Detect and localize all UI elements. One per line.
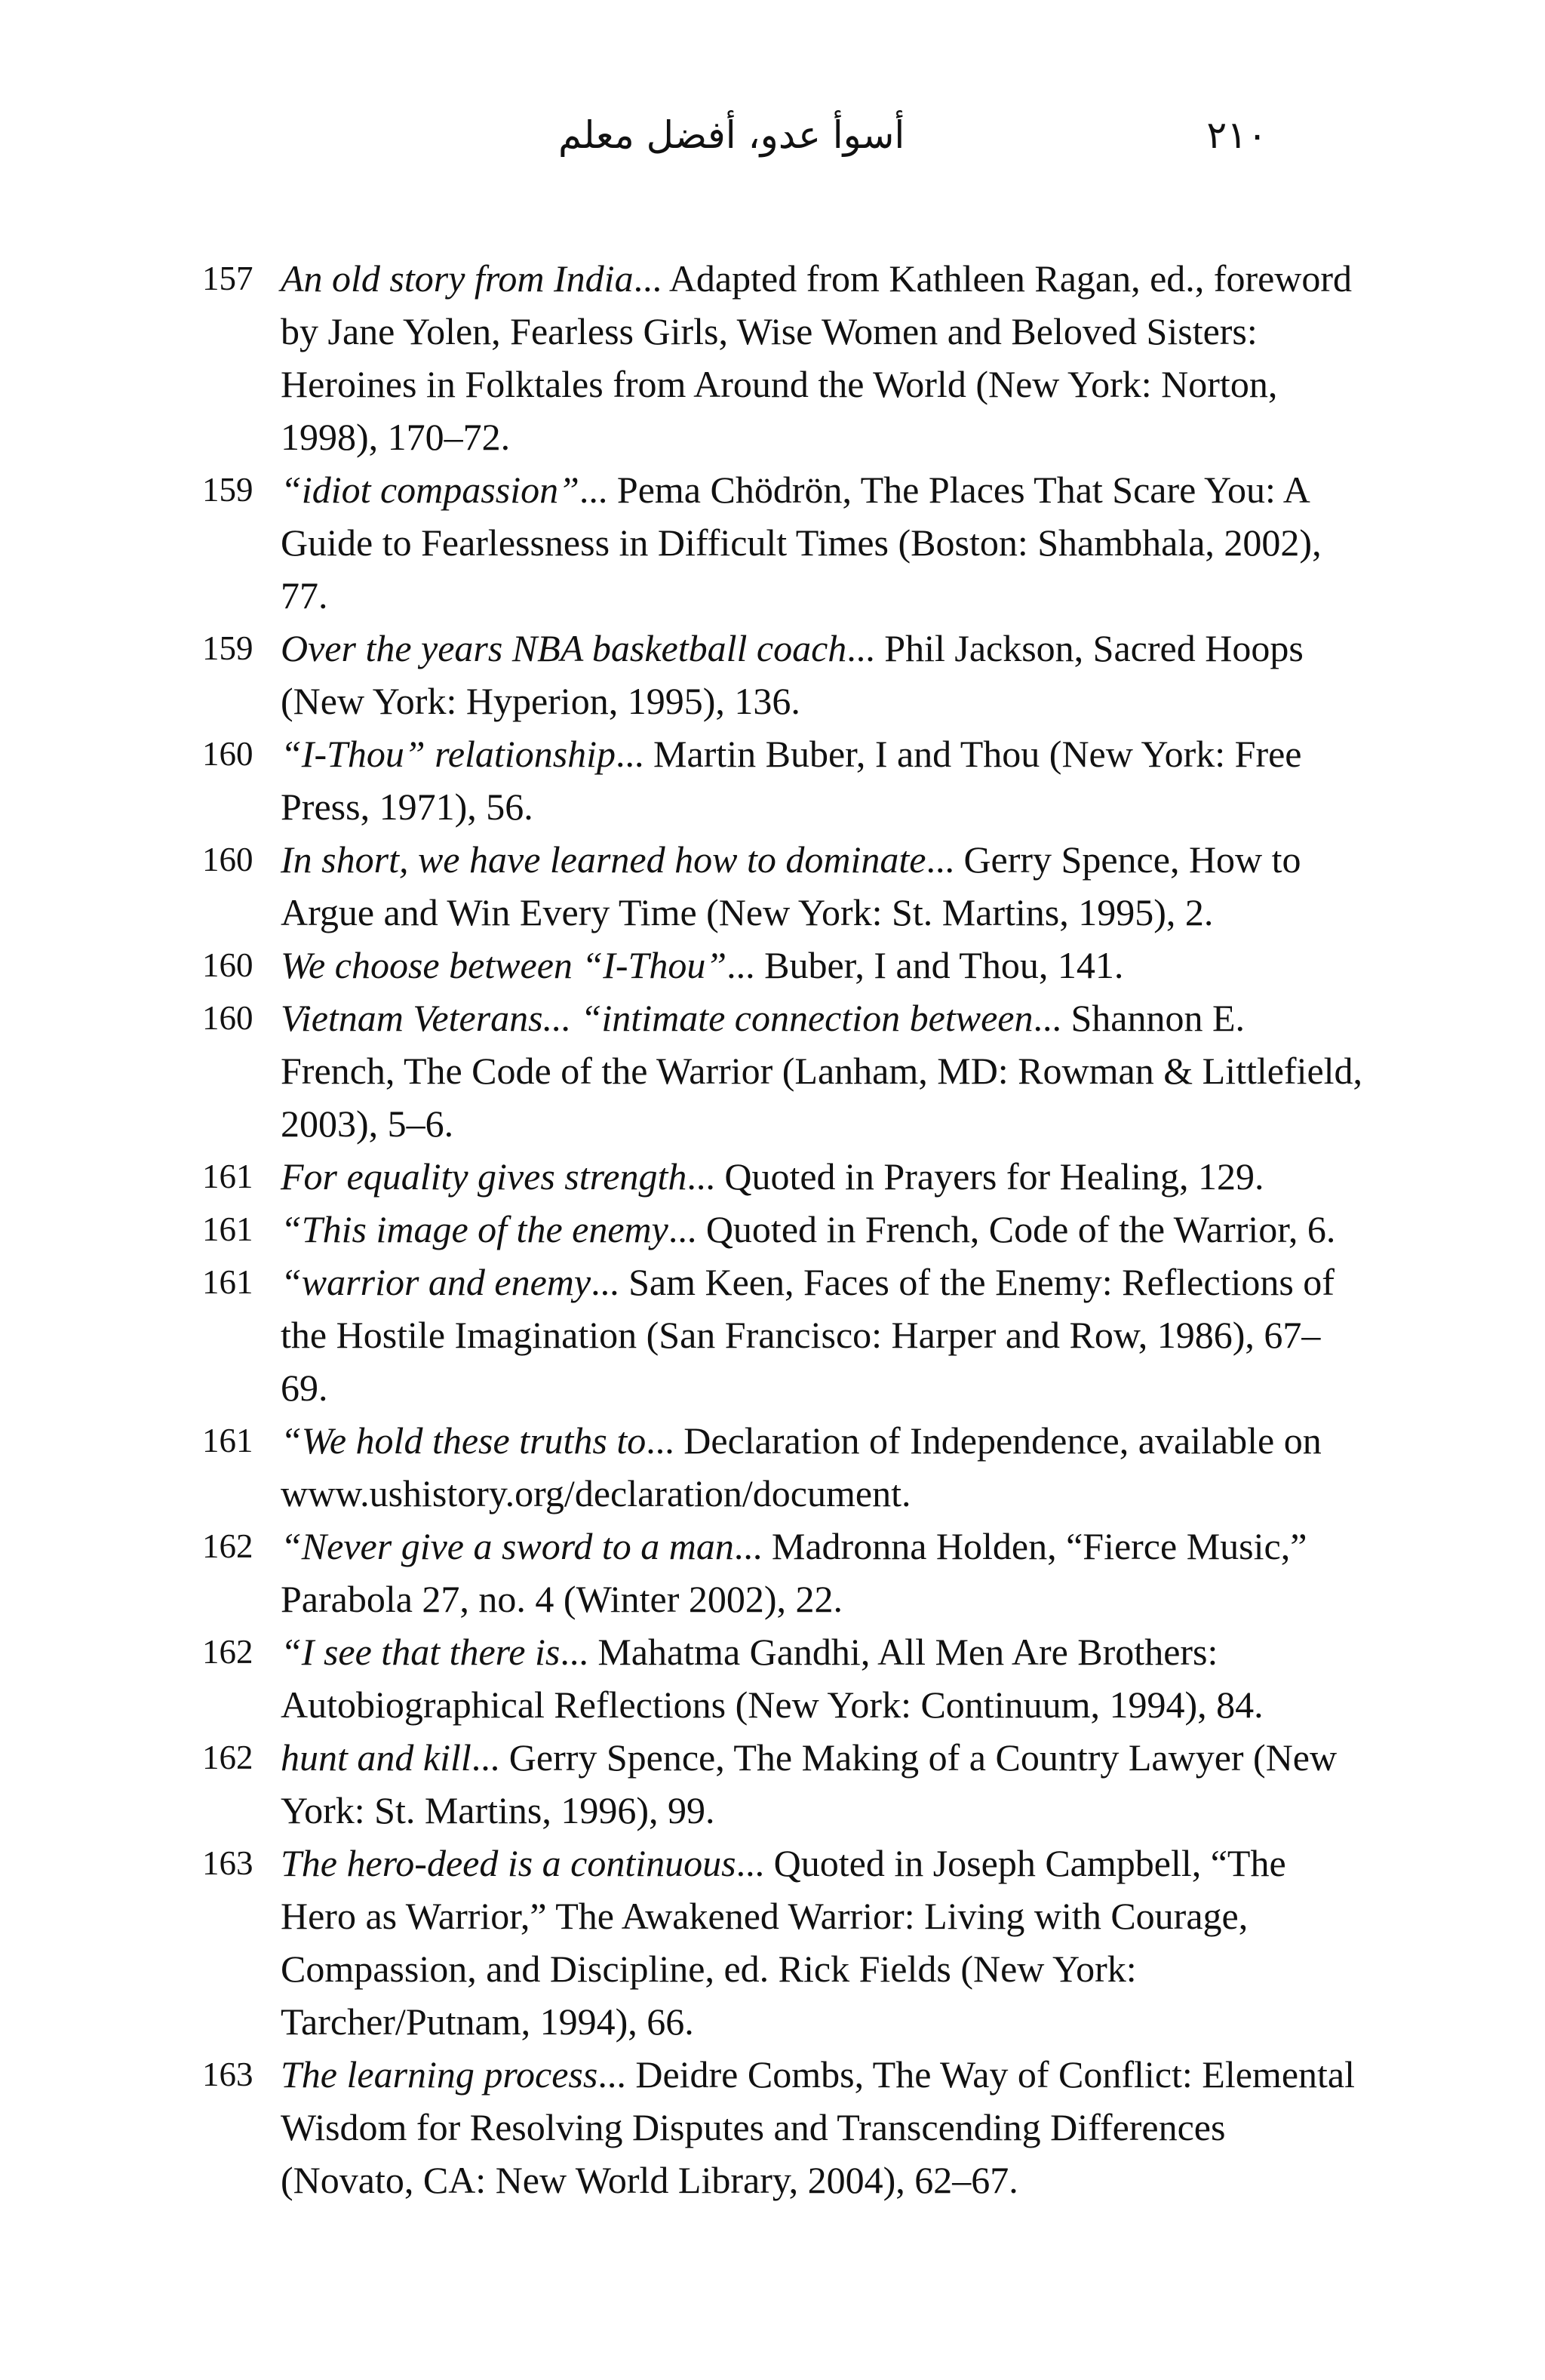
note-page-ref: 160 <box>202 999 253 1037</box>
endnote: 161 “We hold these truths to... Declaration of Independence, available on www.ushistory.org/declaration/document. <box>202 1414 1364 1520</box>
note-lemma: In short, we have learned how to dominate <box>281 838 926 881</box>
note-citation: Gerry Spence, How to Argue and Win Every Time (New York: St. Martins, 1995), 2. <box>281 838 1301 933</box>
note-citation: Quoted in Prayers for Healing, 129. <box>724 1155 1264 1198</box>
note-page-ref: 160 <box>202 735 253 773</box>
note-page-ref: 157 <box>202 260 253 297</box>
note-citation: Quoted in Joseph Campbell, “The Hero as Warrior,” The Awakened Warrior: Living with Courage, Compassion, and Discipline, ed. Rick Fields (New York: Tarcher/Putnam, 1994), 66. <box>281 1842 1286 2043</box>
note-page-ref: 160 <box>202 841 253 878</box>
note-lemma: Over the years NBA basketball coach <box>281 627 847 669</box>
endnote: 159 Over the years NBA basketball coach... Phil Jackson, Sacred Hoops (New York: Hyperion, 1995), 136. <box>202 622 1364 727</box>
note-citation: Adapted from Kathleen Ragan, ed., foreword by Jane Yolen, Fearless Girls, Wise Women and Beloved Sisters: Heroines in Folktales from Around the World (New York: Norton, 1998), 170–72. <box>281 257 1353 458</box>
endnote: 160 “I-Thou” relationship... Martin Buber, I and Thou (New York: Free Press, 1971), 56. <box>202 727 1364 833</box>
note-page-ref: 161 <box>202 1422 253 1459</box>
note-page-ref: 159 <box>202 471 253 509</box>
endnote: 162 “I see that there is... Mahatma Gandhi, All Men Are Brothers: Autobiographical Reflections (New York: Continuum, 1994), 84. <box>202 1625 1364 1731</box>
note-lemma: We choose between “I-Thou” <box>281 944 727 986</box>
endnote: 161 For equality gives strength... Quoted in Prayers for Healing, 129. <box>202 1150 1364 1203</box>
note-page-ref: 161 <box>202 1210 253 1248</box>
endnote: 161 “warrior and enemy... Sam Keen, Faces of the Enemy: Reflections of the Hostile Imagination (San Francisco: Harper and Row, 1986), 67–69. <box>202 1256 1364 1414</box>
note-page-ref: 162 <box>202 1527 253 1565</box>
note-lemma: “idiot compassion” <box>281 469 579 511</box>
note-citation: Declaration of Independence, available on www.ushistory.org/declaration/document. <box>281 1419 1322 1514</box>
note-citation: Shannon E. French, The Code of the Warrior (Lanham, MD: Rowman & Littlefield, 2003), 5–6. <box>281 997 1363 1145</box>
endnote: 160 We choose between “I-Thou”... Buber, I and Thou, 141. <box>202 939 1364 992</box>
note-lemma: “warrior and enemy <box>281 1261 591 1303</box>
note-page-ref: 160 <box>202 946 253 984</box>
note-page-ref: 163 <box>202 1844 253 1882</box>
note-page-ref: 161 <box>202 1158 253 1195</box>
note-lemma: “We hold these truths to <box>281 1419 647 1462</box>
page-header <box>272 113 1267 174</box>
endnote: 162 “Never give a sword to a man... Madronna Holden, “Fierce Music,” Parabola 27, no. 4 (Winter 2002), 22. <box>202 1520 1364 1625</box>
note-page-ref: 159 <box>202 629 253 667</box>
endnote: 163 The learning process... Deidre Combs, The Way of Conflict: Elemental Wisdom for Resolving Disputes and Transcending Differences (Novato, CA: New World Library, 2004), 62–67. <box>202 2048 1364 2206</box>
endnotes-list <box>202 252 1364 2206</box>
note-citation: Madronna Holden, “Fierce Music,” Parabola 27, no. 4 (Winter 2002), 22. <box>281 1525 1307 1620</box>
note-page-ref: 161 <box>202 1263 253 1301</box>
note-lemma: An old story from India <box>281 257 634 300</box>
note-citation: Phil Jackson, Sacred Hoops (New York: Hyperion, 1995), 136. <box>281 627 1304 722</box>
note-lemma: Vietnam Veterans... “intimate connection between <box>281 997 1034 1039</box>
note-page-ref: 162 <box>202 1739 253 1776</box>
page-number: ٢١٠ <box>1206 113 1267 157</box>
endnote: 161 “This image of the enemy... Quoted in French, Code of the Warrior, 6. <box>202 1203 1364 1256</box>
endnote: 157 An old story from India... Adapted from Kathleen Ragan, ed., foreword by Jane Yolen, Fearless Girls, Wise Women and Beloved Sisters: Heroines in Folktales from Around the World (New York: Norton, 1998), 170–72. <box>202 252 1364 463</box>
note-lemma: “This image of the enemy <box>281 1208 668 1250</box>
running-head: أسوأ عدو، أفضل معلم <box>558 113 905 157</box>
note-lemma: hunt and kill <box>281 1736 471 1779</box>
endnote: 163 The hero-deed is a continuous... Quoted in Joseph Campbell, “The Hero as Warrior,” The Awakened Warrior: Living with Courage, Compassion, and Discipline, ed. Rick Fields (New York: Tarcher/Putnam, 1994), 66. <box>202 1837 1364 2048</box>
note-citation: Martin Buber, I and Thou (New York: Free Press, 1971), 56. <box>281 733 1302 828</box>
note-citation: Quoted in French, Code of the Warrior, 6. <box>705 1208 1336 1250</box>
note-citation: Buber, I and Thou, 141. <box>764 944 1124 986</box>
note-lemma: For equality gives strength <box>281 1155 687 1198</box>
note-lemma: The hero-deed is a continuous <box>281 1842 736 1884</box>
note-citation: Pema Chödrön, The Places That Scare You: A Guide to Fearlessness in Difficult Times (Boston: Shambhala, 2002), 77. <box>281 469 1322 617</box>
note-lemma: “I-Thou” relationship <box>281 733 616 775</box>
note-citation: Mahatma Gandhi, All Men Are Brothers: Autobiographical Reflections (New York: Continuum, 1994), 84. <box>281 1631 1264 1726</box>
note-page-ref: 162 <box>202 1633 253 1671</box>
note-lemma: The learning process <box>281 2053 598 2096</box>
note-citation: Deidre Combs, The Way of Conflict: Elemental Wisdom for Resolving Disputes and Transcending Differences (Novato, CA: New World Library, 2004), 62–67. <box>281 2053 1355 2201</box>
note-lemma: “I see that there is <box>281 1631 561 1673</box>
endnote: 159 “idiot compassion”... Pema Chödrön, The Places That Scare You: A Guide to Fearlessness in Difficult Times (Boston: Shambhala, 2002), 77. <box>202 463 1364 622</box>
endnote: 162 hunt and kill... Gerry Spence, The Making of a Country Lawyer (New York: St. Martins, 1996), 99. <box>202 1731 1364 1837</box>
endnote: 160 Vietnam Veterans... “intimate connection between... Shannon E. French, The Code of the Warrior (Lanham, MD: Rowman & Littlefield, 2003), 5–6. <box>202 992 1364 1150</box>
endnote: 160 In short, we have learned how to dominate... Gerry Spence, How to Argue and Win Every Time (New York: St. Martins, 1995), 2. <box>202 833 1364 939</box>
note-citation: Gerry Spence, The Making of a Country Lawyer (New York: St. Martins, 1996), 99. <box>281 1736 1338 1831</box>
note-citation: Sam Keen, Faces of the Enemy: Reflections of the Hostile Imagination (San Francisco: Harper and Row, 1986), 67–69. <box>281 1261 1335 1409</box>
note-lemma: “Never give a sword to a man <box>281 1525 734 1567</box>
note-page-ref: 163 <box>202 2056 253 2093</box>
